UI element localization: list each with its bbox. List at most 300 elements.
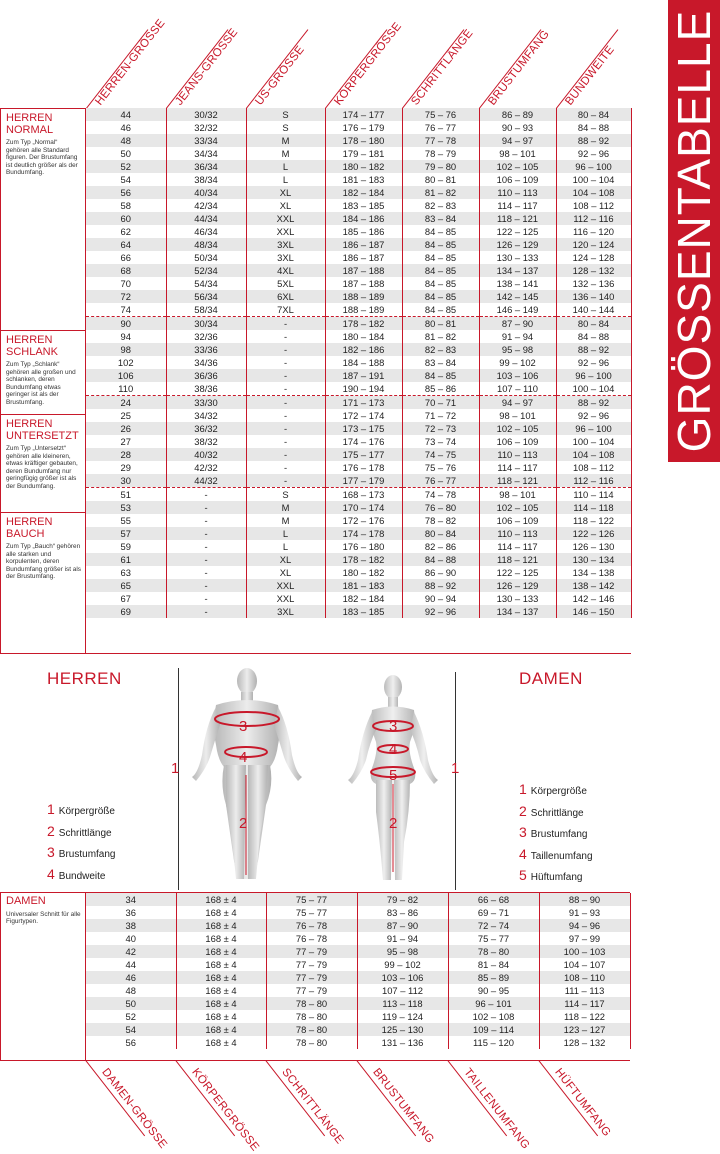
column-header: BRUSTUMFANG <box>486 28 553 108</box>
legend-item <box>519 823 593 845</box>
table-row <box>86 474 631 488</box>
table-cell: 77 – 79 <box>266 984 357 997</box>
table-cell: 168 ± 4 <box>176 984 266 997</box>
table-cell: 40/34 <box>166 186 246 199</box>
table-cell: XXL <box>246 579 325 592</box>
table-cell: 176 – 178 <box>325 461 402 474</box>
table-cell: 57 <box>86 527 166 540</box>
table-cell: 33/30 <box>166 396 246 410</box>
table-cell: 50 <box>86 147 166 160</box>
table-cell: 168 – 173 <box>325 488 402 502</box>
table-cell: 130 – 134 <box>556 553 631 566</box>
group-label-3 <box>0 512 86 653</box>
table-cell: XXL <box>246 225 325 238</box>
table-row <box>86 893 630 906</box>
table-row <box>86 488 631 502</box>
legend-item <box>47 865 116 887</box>
title-banner <box>668 0 720 462</box>
table-row <box>86 1036 630 1049</box>
table-cell: 110 – 113 <box>479 448 556 461</box>
group-title: HERREN NORMAL <box>6 112 54 136</box>
table-cell: - <box>246 396 325 410</box>
table-row <box>86 121 631 134</box>
legend-item <box>519 845 593 867</box>
table-cell: 97 – 99 <box>539 932 630 945</box>
table-cell: 3XL <box>246 238 325 251</box>
table-cell: 92 – 96 <box>556 147 631 160</box>
table-cell: 115 – 120 <box>448 1036 539 1049</box>
table-cell: 70 – 71 <box>402 396 479 410</box>
table-cell: 56/34 <box>166 290 246 303</box>
table-cell: 5XL <box>246 277 325 290</box>
table-cell: 146 – 149 <box>479 303 556 317</box>
table-cell: - <box>166 579 246 592</box>
table-cell: 188 – 189 <box>325 303 402 317</box>
legend-number: 2 <box>519 802 527 819</box>
table-cell: 76 – 78 <box>266 919 357 932</box>
table-cell: 88 – 90 <box>539 893 630 906</box>
table-cell: - <box>246 422 325 435</box>
table-cell: 100 – 104 <box>556 435 631 448</box>
table-cell: 80 – 84 <box>556 317 631 331</box>
column-header: BRUSTUMFANG <box>370 1066 437 1146</box>
table-cell: 80 – 84 <box>402 527 479 540</box>
marker-4-damen: 4 <box>389 741 398 758</box>
table-cell: 3XL <box>246 605 325 618</box>
legend-label: Bundweite <box>58 870 106 882</box>
table-cell: 85 – 89 <box>448 971 539 984</box>
table-cell: 7XL <box>246 303 325 317</box>
table-cell: 82 – 86 <box>402 540 479 553</box>
table-cell: 83 – 84 <box>402 356 479 369</box>
table-cell: 26 <box>86 422 166 435</box>
table-row <box>86 369 631 382</box>
table-cell: 168 ± 4 <box>176 906 266 919</box>
column-header: HERREN-GRÖSSE <box>93 17 168 108</box>
table-row <box>86 317 631 331</box>
table-row <box>86 409 631 422</box>
table-cell: 72 <box>86 290 166 303</box>
table-cell: 100 – 104 <box>556 382 631 396</box>
column-header: TAILLENUMFANG <box>461 1066 532 1152</box>
table-row <box>86 212 631 225</box>
table-cell: 128 – 132 <box>556 264 631 277</box>
legend-label: Hüftumfang <box>530 872 583 883</box>
header-divider <box>447 1060 507 1136</box>
table-row <box>86 997 630 1010</box>
table-cell: 90 – 95 <box>448 984 539 997</box>
table-cell: 185 – 186 <box>325 225 402 238</box>
table-cell: 178 – 182 <box>325 553 402 566</box>
table-cell: 38/34 <box>166 173 246 186</box>
table-cell: 56 <box>86 1036 176 1049</box>
table-cell: 182 – 186 <box>325 343 402 356</box>
table-cell: 32/36 <box>166 330 246 343</box>
column-header: SCHRITTLÄNGE <box>409 27 476 108</box>
table-cell: 42/32 <box>166 461 246 474</box>
table-cell: 99 – 102 <box>357 958 448 971</box>
table-row <box>86 540 631 553</box>
table-row <box>86 303 631 317</box>
legend-label: Taillenumfang <box>530 850 593 862</box>
table-cell: 80 – 84 <box>556 108 631 121</box>
table-row <box>86 971 630 984</box>
legend-label: Körpergröße <box>58 806 115 817</box>
marker-3-herren: 3 <box>239 718 248 735</box>
table-cell: 69 – 71 <box>448 906 539 919</box>
table-cell: 55 <box>86 514 166 527</box>
table-cell: 32/32 <box>166 121 246 134</box>
damen-legend <box>519 780 593 888</box>
table-cell: 30/34 <box>166 317 246 331</box>
table-cell: 172 – 176 <box>325 514 402 527</box>
legend-label: Brustumfang <box>58 849 116 860</box>
table-cell: 111 – 113 <box>539 984 630 997</box>
table-cell: 90 – 94 <box>402 592 479 605</box>
table-cell: 74 <box>86 303 166 317</box>
table-cell: 48/34 <box>166 238 246 251</box>
marker-3-damen: 3 <box>389 718 398 735</box>
table-cell: 125 – 130 <box>357 1023 448 1036</box>
table-cell: 76 – 78 <box>266 932 357 945</box>
legend-number: 3 <box>47 844 55 860</box>
table-row <box>86 605 631 618</box>
table-cell: 81 – 82 <box>402 330 479 343</box>
table-cell: 75 – 77 <box>266 893 357 906</box>
table-cell: 33/36 <box>166 343 246 356</box>
table-cell: 78 – 80 <box>266 1023 357 1036</box>
table-cell: 106 – 109 <box>479 435 556 448</box>
table-cell: 44/34 <box>166 212 246 225</box>
table-cell: M <box>246 147 325 160</box>
table-cell: 182 – 184 <box>325 592 402 605</box>
table-cell: 107 – 112 <box>357 984 448 997</box>
column-header: DAMEN-GRÖSSE <box>99 1066 170 1152</box>
legend-number: 3 <box>519 824 527 840</box>
table-cell: 106 – 109 <box>479 173 556 186</box>
table-cell: 187 – 188 <box>325 264 402 277</box>
table-cell: 96 – 100 <box>556 369 631 382</box>
table-cell: 77 – 78 <box>402 134 479 147</box>
table-cell: - <box>246 448 325 461</box>
table-cell: L <box>246 527 325 540</box>
table-cell: 168 ± 4 <box>176 997 266 1010</box>
table-cell: 126 – 129 <box>479 579 556 592</box>
table-cell: - <box>246 461 325 474</box>
header-divider <box>85 1060 145 1136</box>
table-cell: 180 – 182 <box>325 566 402 579</box>
table-cell: 50/34 <box>166 251 246 264</box>
table-cell: 98 – 101 <box>479 488 556 502</box>
table-cell: 96 – 100 <box>556 422 631 435</box>
column-header: KÖRPERGRÖSSE <box>332 20 405 108</box>
table-cell: M <box>246 514 325 527</box>
table-cell: 84 – 85 <box>402 277 479 290</box>
table-cell: 183 – 185 <box>325 605 402 618</box>
table-cell: 38/36 <box>166 382 246 396</box>
table-cell: 174 – 178 <box>325 527 402 540</box>
table-cell: 178 – 180 <box>325 134 402 147</box>
group-description: Zum Typ „Bauch“ gehören alle starken und korpulenten, deren Bundumfang größer ist als der Brustumfang. <box>6 543 81 581</box>
table-cell: 84 – 85 <box>402 238 479 251</box>
table-cell: 110 – 114 <box>556 488 631 502</box>
column-header: SCHRITTLÄNGE <box>279 1066 346 1147</box>
legend-label: Brustumfang <box>530 829 588 840</box>
table-cell: 81 – 82 <box>402 186 479 199</box>
table-row <box>86 1010 630 1023</box>
group-description: Zum Typ „Untersetzt“ gehören alle kleineren, etwas kräftiger gebauten, deren Bundumfang nur geringfügig größer ist als der Bundumfang. <box>6 445 78 490</box>
table-cell: 104 – 107 <box>539 958 630 971</box>
damen-group-label <box>0 892 86 1060</box>
table-cell: 116 – 120 <box>556 225 631 238</box>
table-cell: 122 – 126 <box>556 527 631 540</box>
table-cell: 53 <box>86 501 166 514</box>
legend-number: 1 <box>47 801 55 817</box>
table-cell: 168 ± 4 <box>176 932 266 945</box>
table-cell: 77 – 79 <box>266 945 357 958</box>
marker-5-damen: 5 <box>389 767 398 784</box>
table-cell: 186 – 187 <box>325 251 402 264</box>
table-cell: 78 – 82 <box>402 514 479 527</box>
table-cell: 75 – 76 <box>402 108 479 121</box>
table-cell: 34/36 <box>166 356 246 369</box>
table-cell: XL <box>246 566 325 579</box>
table-row <box>86 566 631 579</box>
table-cell: 78 – 80 <box>266 1010 357 1023</box>
table-cell: 40/32 <box>166 448 246 461</box>
table-cell: 122 – 125 <box>479 566 556 579</box>
group-label-2 <box>0 414 86 512</box>
table-cell: 177 – 179 <box>325 474 402 488</box>
table-cell: 91 – 93 <box>539 906 630 919</box>
table-cell: 96 – 101 <box>448 997 539 1010</box>
table-cell: 42 <box>86 945 176 958</box>
table-cell: 106 – 109 <box>479 514 556 527</box>
table-cell: 25 <box>86 409 166 422</box>
table-cell: 44 <box>86 958 176 971</box>
table-cell: 64 <box>86 238 166 251</box>
table-cell: 88 – 92 <box>402 579 479 592</box>
legend-number: 4 <box>519 845 527 862</box>
legend-item <box>47 843 116 865</box>
table-cell: - <box>166 540 246 553</box>
table-cell: 98 – 101 <box>479 409 556 422</box>
table-cell: - <box>246 435 325 448</box>
herren-section-title: HERREN <box>47 669 122 688</box>
table-cell: 183 – 185 <box>325 199 402 212</box>
table-cell: 58 <box>86 199 166 212</box>
table-row <box>86 330 631 343</box>
table-cell: 76 – 77 <box>402 121 479 134</box>
table-cell: 188 – 189 <box>325 290 402 303</box>
table-cell: 146 – 150 <box>556 605 631 618</box>
table-cell: S <box>246 121 325 134</box>
table-cell: 112 – 116 <box>556 474 631 488</box>
group-label-1 <box>0 330 86 414</box>
table-cell: 70 <box>86 277 166 290</box>
table-cell: 100 – 103 <box>539 945 630 958</box>
herren-size-table <box>86 108 632 618</box>
header-divider <box>265 1060 325 1136</box>
table-cell: 128 – 132 <box>539 1036 630 1049</box>
table-row <box>86 592 631 605</box>
table-cell: 88 – 92 <box>556 134 631 147</box>
table-cell: L <box>246 160 325 173</box>
table-cell: 34 <box>86 893 176 906</box>
damen-group-title: DAMEN <box>6 895 46 907</box>
table-cell: 123 – 127 <box>539 1023 630 1036</box>
table-cell: 3XL <box>246 251 325 264</box>
table-cell: 76 – 80 <box>402 501 479 514</box>
table-cell: 86 – 90 <box>402 566 479 579</box>
table-cell: 90 – 93 <box>479 121 556 134</box>
damen-size-table <box>86 893 631 1049</box>
table-cell: 124 – 128 <box>556 251 631 264</box>
table-cell: 68 <box>86 264 166 277</box>
table-cell: 179 – 181 <box>325 147 402 160</box>
header-divider <box>538 1060 598 1136</box>
table-cell: 186 – 187 <box>325 238 402 251</box>
table-cell: 87 – 90 <box>479 317 556 331</box>
table-row <box>86 356 631 369</box>
table-cell: 92 – 96 <box>556 356 631 369</box>
group-label-0 <box>0 108 86 330</box>
table-cell: 36 <box>86 906 176 919</box>
table-cell: 108 – 112 <box>556 199 631 212</box>
table-cell: 118 – 122 <box>556 514 631 527</box>
table-cell: 114 – 117 <box>479 540 556 553</box>
table-cell: 83 – 86 <box>357 906 448 919</box>
table-cell: XXL <box>246 212 325 225</box>
height-line-herren <box>178 668 179 890</box>
marker-1-damen: 1 <box>451 760 460 777</box>
table-cell: 122 – 125 <box>479 225 556 238</box>
table-cell: 42/34 <box>166 199 246 212</box>
table-cell: 66 <box>86 251 166 264</box>
table-cell: 79 – 80 <box>402 160 479 173</box>
table-cell: 58/34 <box>166 303 246 317</box>
table-row <box>86 160 631 173</box>
height-line-damen <box>455 672 456 890</box>
table-cell: 168 ± 4 <box>176 1023 266 1036</box>
table-cell: 168 ± 4 <box>176 1010 266 1023</box>
table-row <box>86 422 631 435</box>
column-header: JEANS-GRÖSSE <box>173 26 241 108</box>
table-row <box>86 108 631 121</box>
table-cell: 119 – 124 <box>357 1010 448 1023</box>
table-cell: 65 <box>86 579 166 592</box>
table-cell: 33/34 <box>166 134 246 147</box>
table-cell: 27 <box>86 435 166 448</box>
table-cell: 94 – 97 <box>479 134 556 147</box>
table-cell: 38/32 <box>166 435 246 448</box>
table-cell: 168 ± 4 <box>176 893 266 906</box>
legend-item <box>519 802 593 824</box>
table-cell: XXL <box>246 592 325 605</box>
table-cell: 114 – 118 <box>556 501 631 514</box>
table-cell: 82 – 83 <box>402 199 479 212</box>
table-cell: 79 – 82 <box>357 893 448 906</box>
table-cell: 78 – 79 <box>402 147 479 160</box>
table-cell: 52 <box>86 1010 176 1023</box>
table-cell: 84 – 85 <box>402 251 479 264</box>
table-cell: 92 – 96 <box>556 409 631 422</box>
page-title: GRÖSSENTABELLE <box>668 9 720 453</box>
table-cell: 59 <box>86 540 166 553</box>
table-cell: 168 ± 4 <box>176 919 266 932</box>
table-row <box>86 264 631 277</box>
table-cell: 182 – 184 <box>325 186 402 199</box>
header-divider <box>175 1060 235 1136</box>
table-cell: 180 – 182 <box>325 160 402 173</box>
table-cell: - <box>166 553 246 566</box>
table-cell: 134 – 138 <box>556 566 631 579</box>
table-cell: 190 – 194 <box>325 382 402 396</box>
table-cell: 103 – 106 <box>479 369 556 382</box>
table-cell: 50 <box>86 997 176 1010</box>
table-cell: 113 – 118 <box>357 997 448 1010</box>
table-cell: 108 – 110 <box>539 971 630 984</box>
table-cell: 46 <box>86 121 166 134</box>
table-cell: 176 – 180 <box>325 540 402 553</box>
table-cell: 181 – 183 <box>325 173 402 186</box>
table-cell: 78 – 80 <box>266 997 357 1010</box>
table-cell: 130 – 133 <box>479 251 556 264</box>
table-cell: 94 <box>86 330 166 343</box>
table-cell: - <box>166 566 246 579</box>
table-cell: 136 – 140 <box>556 290 631 303</box>
table-cell: 175 – 177 <box>325 448 402 461</box>
table-cell: 98 <box>86 343 166 356</box>
group-title: HERREN BAUCH <box>6 516 53 540</box>
table-cell: - <box>166 605 246 618</box>
table-cell: 176 – 179 <box>325 121 402 134</box>
table-cell: 61 <box>86 553 166 566</box>
table-cell: 34/32 <box>166 409 246 422</box>
table-cell: 168 ± 4 <box>176 958 266 971</box>
table-cell: 96 – 100 <box>556 160 631 173</box>
table-cell: 54/34 <box>166 277 246 290</box>
table-cell: 84 – 85 <box>402 264 479 277</box>
table-cell: XL <box>246 199 325 212</box>
table-cell: 46/34 <box>166 225 246 238</box>
table-cell: 95 – 98 <box>357 945 448 958</box>
damen-table-bottom-line <box>0 1060 630 1061</box>
table-row <box>86 501 631 514</box>
table-cell: 102 <box>86 356 166 369</box>
table-cell: 84 – 85 <box>402 303 479 317</box>
table-cell: - <box>246 343 325 356</box>
table-cell: - <box>166 527 246 540</box>
legend-number: 4 <box>47 865 55 882</box>
table-cell: 104 – 108 <box>556 186 631 199</box>
table-cell: 75 – 76 <box>402 461 479 474</box>
table-cell: 134 – 137 <box>479 264 556 277</box>
table-cell: 78 – 80 <box>448 945 539 958</box>
table-cell: 84 – 85 <box>402 369 479 382</box>
table-cell: 6XL <box>246 290 325 303</box>
table-cell: 84 – 85 <box>402 290 479 303</box>
table-cell: 142 – 146 <box>556 592 631 605</box>
table-cell: 63 <box>86 566 166 579</box>
table-cell: 69 <box>86 605 166 618</box>
table-cell: 126 – 129 <box>479 238 556 251</box>
table-cell: L <box>246 173 325 186</box>
table-cell: 84 – 88 <box>556 121 631 134</box>
table-cell: 112 – 116 <box>556 212 631 225</box>
table-cell: - <box>246 356 325 369</box>
table-cell: 94 – 97 <box>479 396 556 410</box>
